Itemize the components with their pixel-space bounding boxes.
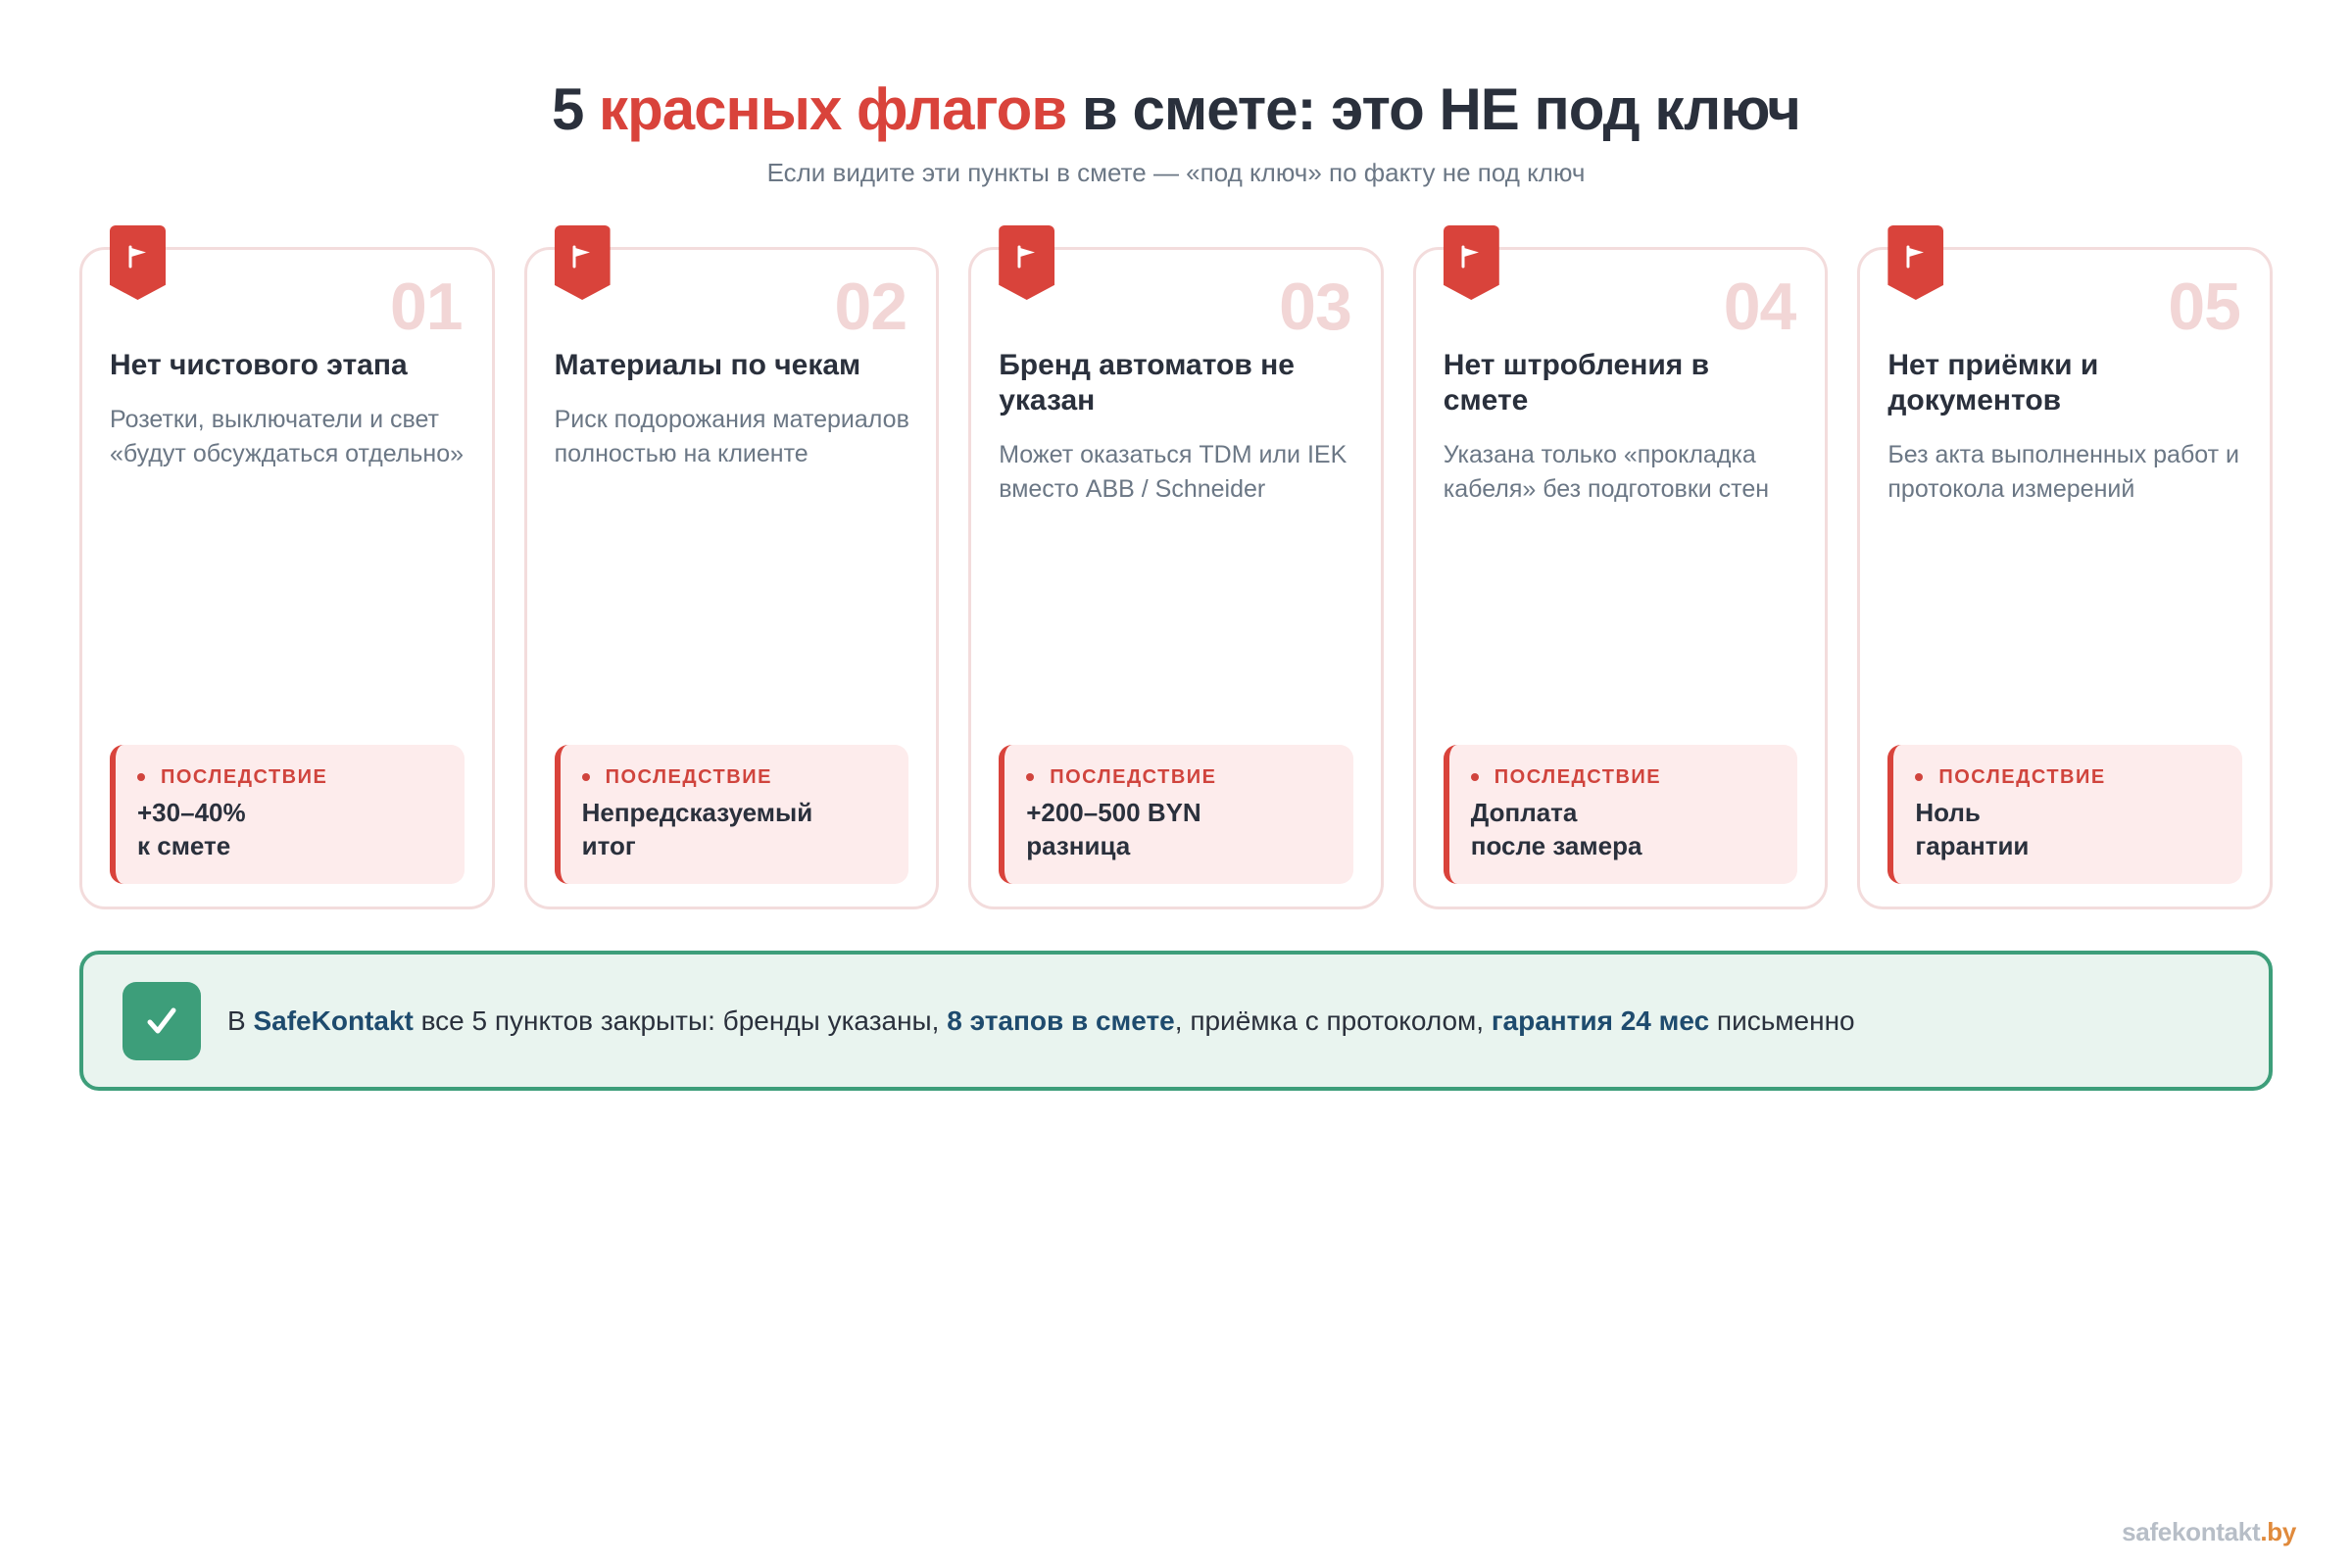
consequence-label-text: ПОСЛЕДСТВИЕ	[1494, 766, 1662, 788]
flag-icon	[110, 225, 166, 300]
bullet-dot-icon	[1026, 773, 1034, 781]
consequence-value	[137, 796, 465, 862]
site-watermark	[2122, 1517, 2296, 1547]
consequence-line-2: итог	[581, 831, 636, 860]
safekontakt-banner	[79, 951, 2273, 1091]
card-description: Указана только «прокладка кабеля» без подготовки стен	[1443, 441, 1770, 503]
header	[0, 71, 2352, 190]
banner-text-part: все 5 пунктов закрыты: бренды указаны,	[413, 1004, 948, 1036]
consequence-value	[1026, 796, 1353, 862]
flag-icon	[1444, 225, 1499, 300]
card-number: 03	[1279, 270, 1351, 344]
title-accent: красных флагов	[599, 76, 1067, 142]
card-number: 05	[2168, 270, 2240, 344]
flag-card-1	[79, 247, 495, 909]
page-subtitle: Если видите эти пункты в смете — «под ключ» по факту не под ключ	[766, 158, 1586, 187]
consequence-label	[137, 764, 465, 790]
consequence-line-1: Ноль	[1915, 798, 1981, 827]
consequence-value	[1471, 796, 1798, 862]
watermark-name: safekontakt	[2122, 1517, 2261, 1546]
flag-icon	[999, 225, 1054, 300]
consequence-box	[1887, 745, 2242, 884]
red-flag-cards	[79, 225, 2273, 911]
consequence-label-text: ПОСЛЕДСТВИЕ	[1938, 766, 2106, 788]
flag-icon	[555, 225, 611, 300]
bullet-dot-icon	[1471, 773, 1479, 781]
check-icon	[122, 982, 201, 1060]
banner-highlight-stages: 8 этапов в смете	[947, 1004, 1175, 1036]
flag-icon	[1887, 225, 1943, 300]
bullet-dot-icon	[137, 773, 145, 781]
card-title: Нет чистового этапа	[110, 349, 408, 381]
consequence-value	[582, 796, 909, 862]
watermark-tld: .by	[2260, 1517, 2296, 1546]
consequence-label	[1915, 764, 2242, 790]
consequence-line-2: после замера	[1470, 831, 1642, 860]
banner-text	[227, 1004, 1855, 1039]
card-title: Материалы по чекам	[554, 349, 861, 381]
card-title: Нет приёмки и документов	[1887, 349, 2099, 416]
banner-text-part: письменно	[1709, 1004, 1855, 1036]
consequence-value	[1915, 796, 2242, 862]
card-description: Может оказаться TDM или IEK вместо ABB / Schneider	[999, 441, 1348, 503]
consequence-label	[582, 764, 909, 790]
consequence-label-text: ПОСЛЕДСТВИЕ	[605, 766, 772, 788]
title-suffix: в смете: это НЕ под ключ	[1066, 76, 1800, 142]
banner-brand: SafeKontakt	[253, 1004, 414, 1036]
consequence-label-text: ПОСЛЕДСТВИЕ	[1050, 766, 1217, 788]
card-number: 01	[389, 270, 463, 344]
consequence-line-1: Непредсказуемый	[581, 798, 813, 827]
bullet-dot-icon	[1915, 773, 1923, 781]
card-number: 04	[1723, 270, 1796, 344]
consequence-box	[110, 745, 465, 884]
consequence-line-2: к смете	[137, 831, 231, 860]
card-description: Без акта выполненных работ и протокола измерений	[1887, 441, 2239, 503]
consequence-box	[555, 745, 909, 884]
banner-text-part: В	[227, 1004, 254, 1036]
consequence-line-1: +30–40%	[137, 798, 246, 827]
bullet-dot-icon	[582, 773, 590, 781]
flag-card-3	[968, 247, 1384, 909]
consequence-line-1: +200–500 BYN	[1026, 798, 1201, 827]
title-prefix: 5	[552, 76, 600, 142]
flag-card-4	[1413, 247, 1829, 909]
flag-card-2	[524, 247, 940, 909]
consequence-label-text: ПОСЛЕДСТВИЕ	[161, 766, 328, 788]
card-title: Бренд автоматов не указан	[999, 349, 1295, 416]
card-description: Риск подорожания материалов полностью на клиенте	[554, 406, 909, 467]
page-title	[0, 71, 2352, 149]
consequence-box	[1444, 745, 1798, 884]
consequence-line-2: разница	[1026, 831, 1131, 860]
consequence-line-2: гарантии	[1915, 831, 2030, 860]
consequence-label	[1471, 764, 1798, 790]
consequence-box	[999, 745, 1353, 884]
flag-card-5	[1857, 247, 2273, 909]
banner-highlight-warranty: гарантия 24 мес	[1491, 1004, 1710, 1036]
banner-text-part: , приёмка с протоколом,	[1174, 1004, 1492, 1036]
consequence-label	[1026, 764, 1353, 790]
card-number: 02	[834, 270, 907, 344]
consequence-line-1: Доплата	[1470, 798, 1578, 827]
card-title: Нет штробления в смете	[1443, 349, 1710, 416]
card-description: Розетки, выключатели и свет «будут обсуждаться отдельно»	[110, 406, 465, 467]
